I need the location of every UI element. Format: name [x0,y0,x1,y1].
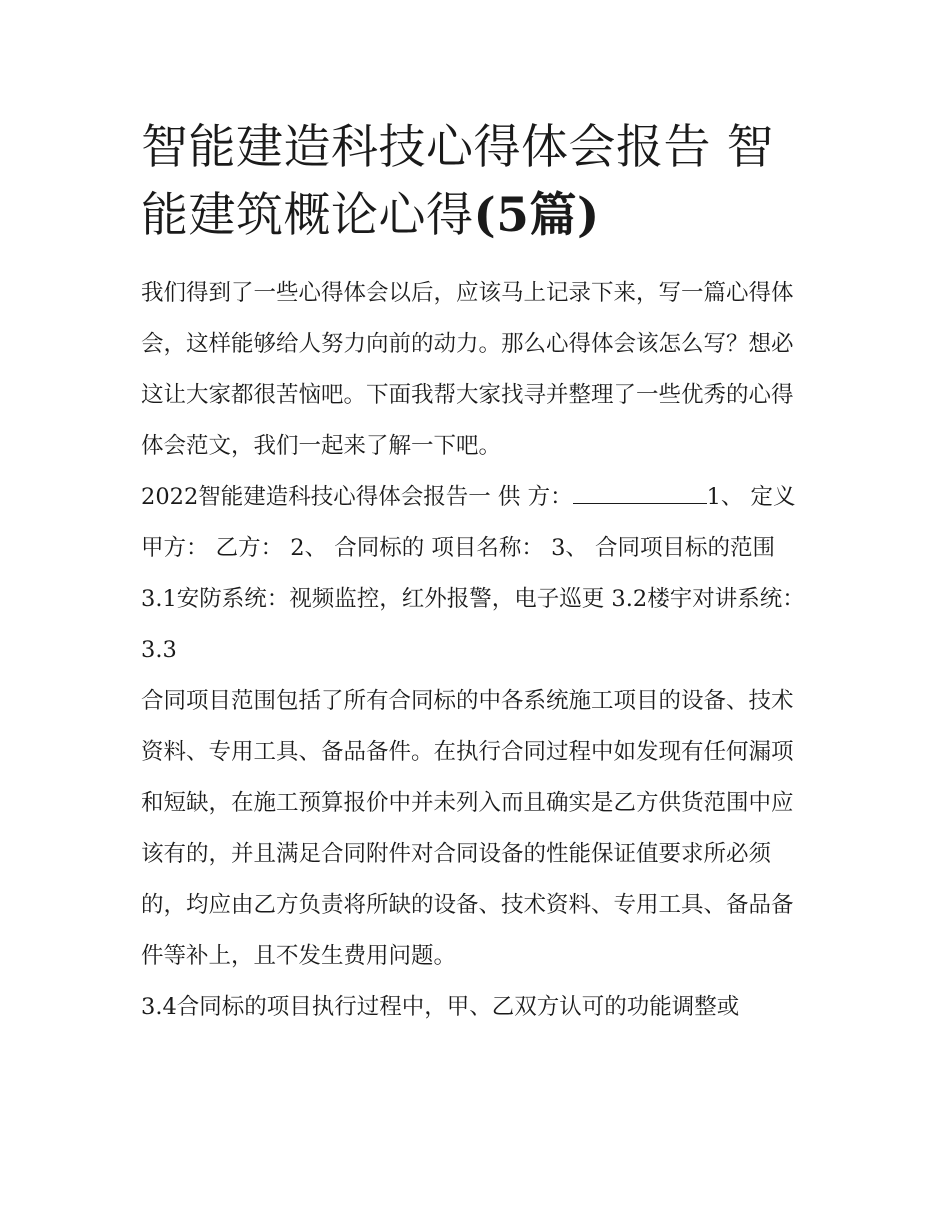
execution-paragraph: 3.4合同标的项目执行过程中，甲、乙双方认可的功能调整或 [141,994,740,1020]
document-title [141,114,813,250]
contract-definitions: 1、 定义 甲方： 乙方： 2、 合同标的 项目名称： 3、 合同项目标的范围 [141,484,796,561]
supplier-blank-line [573,483,707,504]
systems-paragraph: 3.1安防系统：视频监控，红外报警，电子巡更 3.2楼宇对讲系统： 3.3 [141,586,805,663]
contract-paragraph [141,472,813,574]
title-line-1: 智能建造科技心得体会报告 智 [141,120,774,175]
document-page [141,114,813,1033]
title-count: (5篇) [473,188,600,243]
scope-paragraph: 合同项目范围包括了所有合同标的中各系统施工项目的设备、技术资料、专用工具、备品备件。在执行合同过程中如发现有任何漏项和短缺，在施工预算报价中并未列入而且确实是乙方供货范围中应该有的，并且满足合同附件对合同设备的性能保证值要求所必须的，均应由乙方负责将所缺的设备、技术资料、专用工具、备品备件等补上，且不发生费用问题。 [141,688,794,969]
intro-paragraph: 我们得到了一些心得体会以后，应该马上记录下来，写一篇心得体会，这样能够给人努力向前的动力。那么心得体会该怎么写？想必这让大家都很苦恼吧。下面我帮大家找寻并整理了一些优秀的心得体会范文，我们一起来了解一下吧。 [141,280,794,459]
title-line-2: 能建筑概论心得 [141,188,474,243]
contract-heading: 2022智能建造科技心得体会报告一 供 方： [141,484,573,510]
